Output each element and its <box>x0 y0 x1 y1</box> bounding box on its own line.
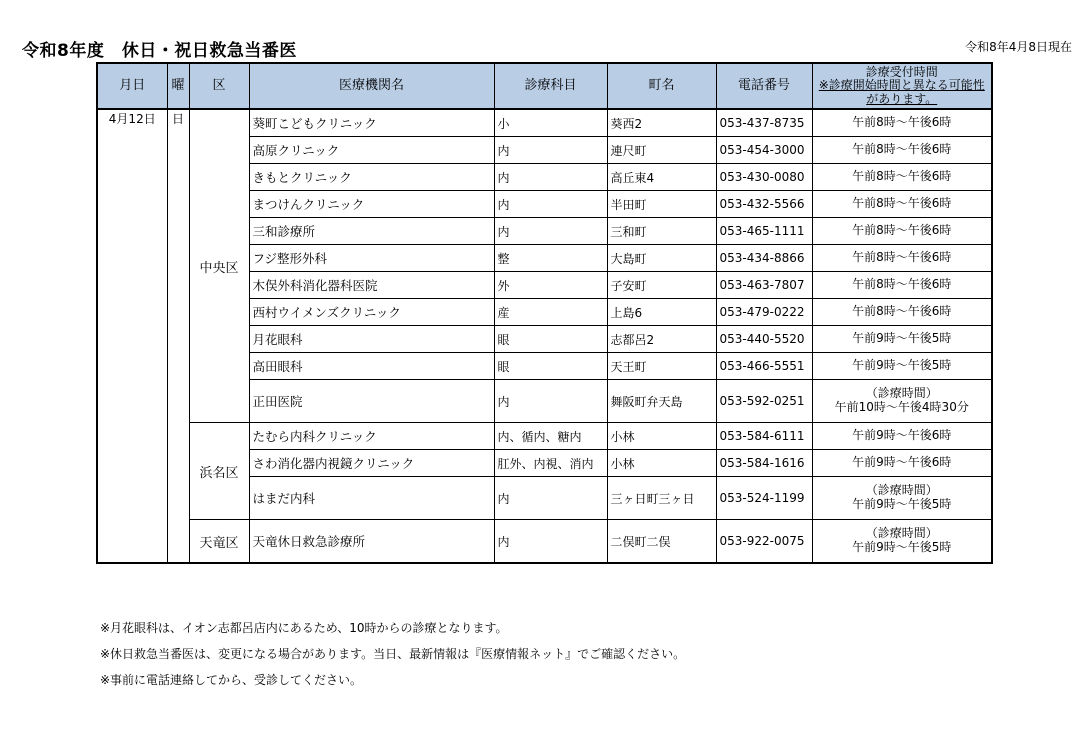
phone-cell: 053-454-3000 <box>716 137 812 164</box>
phone-cell: 053-592-0251 <box>716 380 812 423</box>
hours-line: 午前8時～午後6時 <box>852 169 952 184</box>
phone-cell: 053-465-1111 <box>716 218 812 245</box>
facility-name: たむら内科クリニック <box>249 423 494 450</box>
hours-line: 午前8時～午後6時 <box>852 142 952 157</box>
town-cell: 三ヶ日町三ヶ日 <box>607 477 716 520</box>
ward-cell: 天竜区 <box>189 520 249 564</box>
schedule-body <box>97 109 992 563</box>
phone-cell: 053-479-0222 <box>716 299 812 326</box>
hours-cell <box>812 380 992 423</box>
department-cell: 内 <box>494 380 607 423</box>
facility-name: 天竜休日救急診療所 <box>249 520 494 564</box>
footnote: ※事前に電話連絡してから、受診してください。 <box>100 673 363 687</box>
phone-cell: 053-466-5551 <box>716 353 812 380</box>
hours-line: 午前9時～午後5時 <box>852 358 952 373</box>
facility-name: フジ整形外科 <box>249 245 494 272</box>
facility-name: 木俣外科消化器科医院 <box>249 272 494 299</box>
column-header-phone: 電話番号 <box>716 63 812 109</box>
hours-line: 午前9時～午後5時 <box>852 540 952 554</box>
hours-cell <box>812 191 992 218</box>
phone-cell: 053-524-1199 <box>716 477 812 520</box>
table-row <box>97 423 992 450</box>
hours-line: 午前8時～午後6時 <box>852 196 952 211</box>
facility-name: 正田医院 <box>249 380 494 423</box>
hours-cell <box>812 353 992 380</box>
hours-line: 午前8時～午後6時 <box>852 277 952 292</box>
department-cell: 内、循内、糖内 <box>494 423 607 450</box>
town-cell: 子安町 <box>607 272 716 299</box>
hours-line: 午前9時～午後6時 <box>852 428 952 443</box>
hours-cell <box>812 326 992 353</box>
hours-cell <box>812 423 992 450</box>
ward-cell: 浜名区 <box>189 423 249 520</box>
department-cell: 小 <box>494 109 607 137</box>
department-cell: 外 <box>494 272 607 299</box>
hours-cell <box>812 218 992 245</box>
date-cell: 4月12日 <box>97 109 167 563</box>
hours-line: （診療時間） <box>865 483 938 498</box>
town-cell: 小林 <box>607 423 716 450</box>
town-cell: 小林 <box>607 450 716 477</box>
table-row <box>97 520 992 564</box>
town-cell: 連尺町 <box>607 137 716 164</box>
department-cell: 眼 <box>494 326 607 353</box>
hours-line: 午前10時～午後4時30分 <box>834 400 969 414</box>
hours-line: 午前9時～午後5時 <box>852 497 952 511</box>
department-cell: 産 <box>494 299 607 326</box>
town-cell: 志都呂2 <box>607 326 716 353</box>
hours-line: 午前8時～午後6時 <box>852 250 952 265</box>
town-cell: 三和町 <box>607 218 716 245</box>
column-header-department: 診療科目 <box>494 63 607 109</box>
hours-cell <box>812 450 992 477</box>
facility-name: きもとクリニック <box>249 164 494 191</box>
town-cell: 半田町 <box>607 191 716 218</box>
column-header-facility: 医療機関名 <box>249 63 494 109</box>
facility-name: まつけんクリニック <box>249 191 494 218</box>
department-cell: 眼 <box>494 353 607 380</box>
town-cell: 葵西2 <box>607 109 716 137</box>
page-title: 令和8年度 休日・祝日救急当番医 <box>22 41 297 61</box>
ward-cell: 中央区 <box>189 109 249 423</box>
phone-cell: 053-432-5566 <box>716 191 812 218</box>
phone-cell: 053-463-7807 <box>716 272 812 299</box>
department-cell: 内 <box>494 137 607 164</box>
department-cell: 内 <box>494 520 607 564</box>
town-cell: 高丘東4 <box>607 164 716 191</box>
hours-cell <box>812 477 992 520</box>
phone-cell: 053-584-1616 <box>716 450 812 477</box>
column-header-ward: 区 <box>189 63 249 109</box>
column-header-town: 町名 <box>607 63 716 109</box>
on-duty-schedule-table <box>96 62 993 564</box>
department-cell: 内 <box>494 164 607 191</box>
facility-name: 高田眼科 <box>249 353 494 380</box>
department-cell: 整 <box>494 245 607 272</box>
column-header-day: 曜 <box>167 63 189 109</box>
table-row <box>97 109 992 137</box>
hours-cell <box>812 109 992 137</box>
footnote: ※月花眼科は、イオン志都呂店内にあるため、10時からの診療となります。 <box>100 621 508 635</box>
department-cell: 内 <box>494 218 607 245</box>
hours-line: （診療時間） <box>865 526 938 541</box>
facility-name: 高原クリニック <box>249 137 494 164</box>
phone-cell: 053-430-0080 <box>716 164 812 191</box>
hours-line: （診療時間） <box>865 386 938 401</box>
facility-name: 葵町こどもクリニック <box>249 109 494 137</box>
department-cell: 内 <box>494 191 607 218</box>
town-cell: 二俣町二俣 <box>607 520 716 564</box>
as-of-date: 令和8年4月8日現在 <box>965 40 1072 54</box>
table-header-row <box>97 63 992 109</box>
facility-name: 西村ウイメンズクリニック <box>249 299 494 326</box>
hours-header-note: ※診療開始時間と異なる可能性があります。 <box>818 78 985 106</box>
hours-cell <box>812 164 992 191</box>
town-cell: 舞阪町弁天島 <box>607 380 716 423</box>
hours-line: 午前8時～午後6時 <box>852 304 952 319</box>
footnotes <box>100 622 685 700</box>
column-header-hours <box>812 63 992 109</box>
column-header-date: 月日 <box>97 63 167 109</box>
phone-cell: 053-922-0075 <box>716 520 812 564</box>
hours-line: 午前9時～午後5時 <box>852 331 952 346</box>
hours-cell <box>812 520 992 564</box>
facility-name: 三和診療所 <box>249 218 494 245</box>
department-cell: 肛外、内視、消内 <box>494 450 607 477</box>
town-cell: 大島町 <box>607 245 716 272</box>
hours-cell <box>812 272 992 299</box>
hours-line: 午前9時～午後6時 <box>852 455 952 470</box>
phone-cell: 053-434-8866 <box>716 245 812 272</box>
hours-header-title: 診療受付時間 <box>865 65 938 80</box>
phone-cell: 053-440-5520 <box>716 326 812 353</box>
hours-line: 午前8時～午後6時 <box>852 223 952 238</box>
hours-cell <box>812 137 992 164</box>
department-cell: 内 <box>494 477 607 520</box>
phone-cell: 053-437-8735 <box>716 109 812 137</box>
town-cell: 上島6 <box>607 299 716 326</box>
town-cell: 天王町 <box>607 353 716 380</box>
facility-name: 月花眼科 <box>249 326 494 353</box>
hours-line: 午前8時～午後6時 <box>852 115 952 130</box>
hours-cell <box>812 245 992 272</box>
facility-name: はまだ内科 <box>249 477 494 520</box>
phone-cell: 053-584-6111 <box>716 423 812 450</box>
facility-name: さわ消化器内視鏡クリニック <box>249 450 494 477</box>
footnote: ※休日救急当番医は、変更になる場合があります。当日、最新情報は『医療情報ネット』でご確認ください。 <box>100 647 686 661</box>
day-cell: 日 <box>167 109 189 563</box>
hours-cell <box>812 299 992 326</box>
